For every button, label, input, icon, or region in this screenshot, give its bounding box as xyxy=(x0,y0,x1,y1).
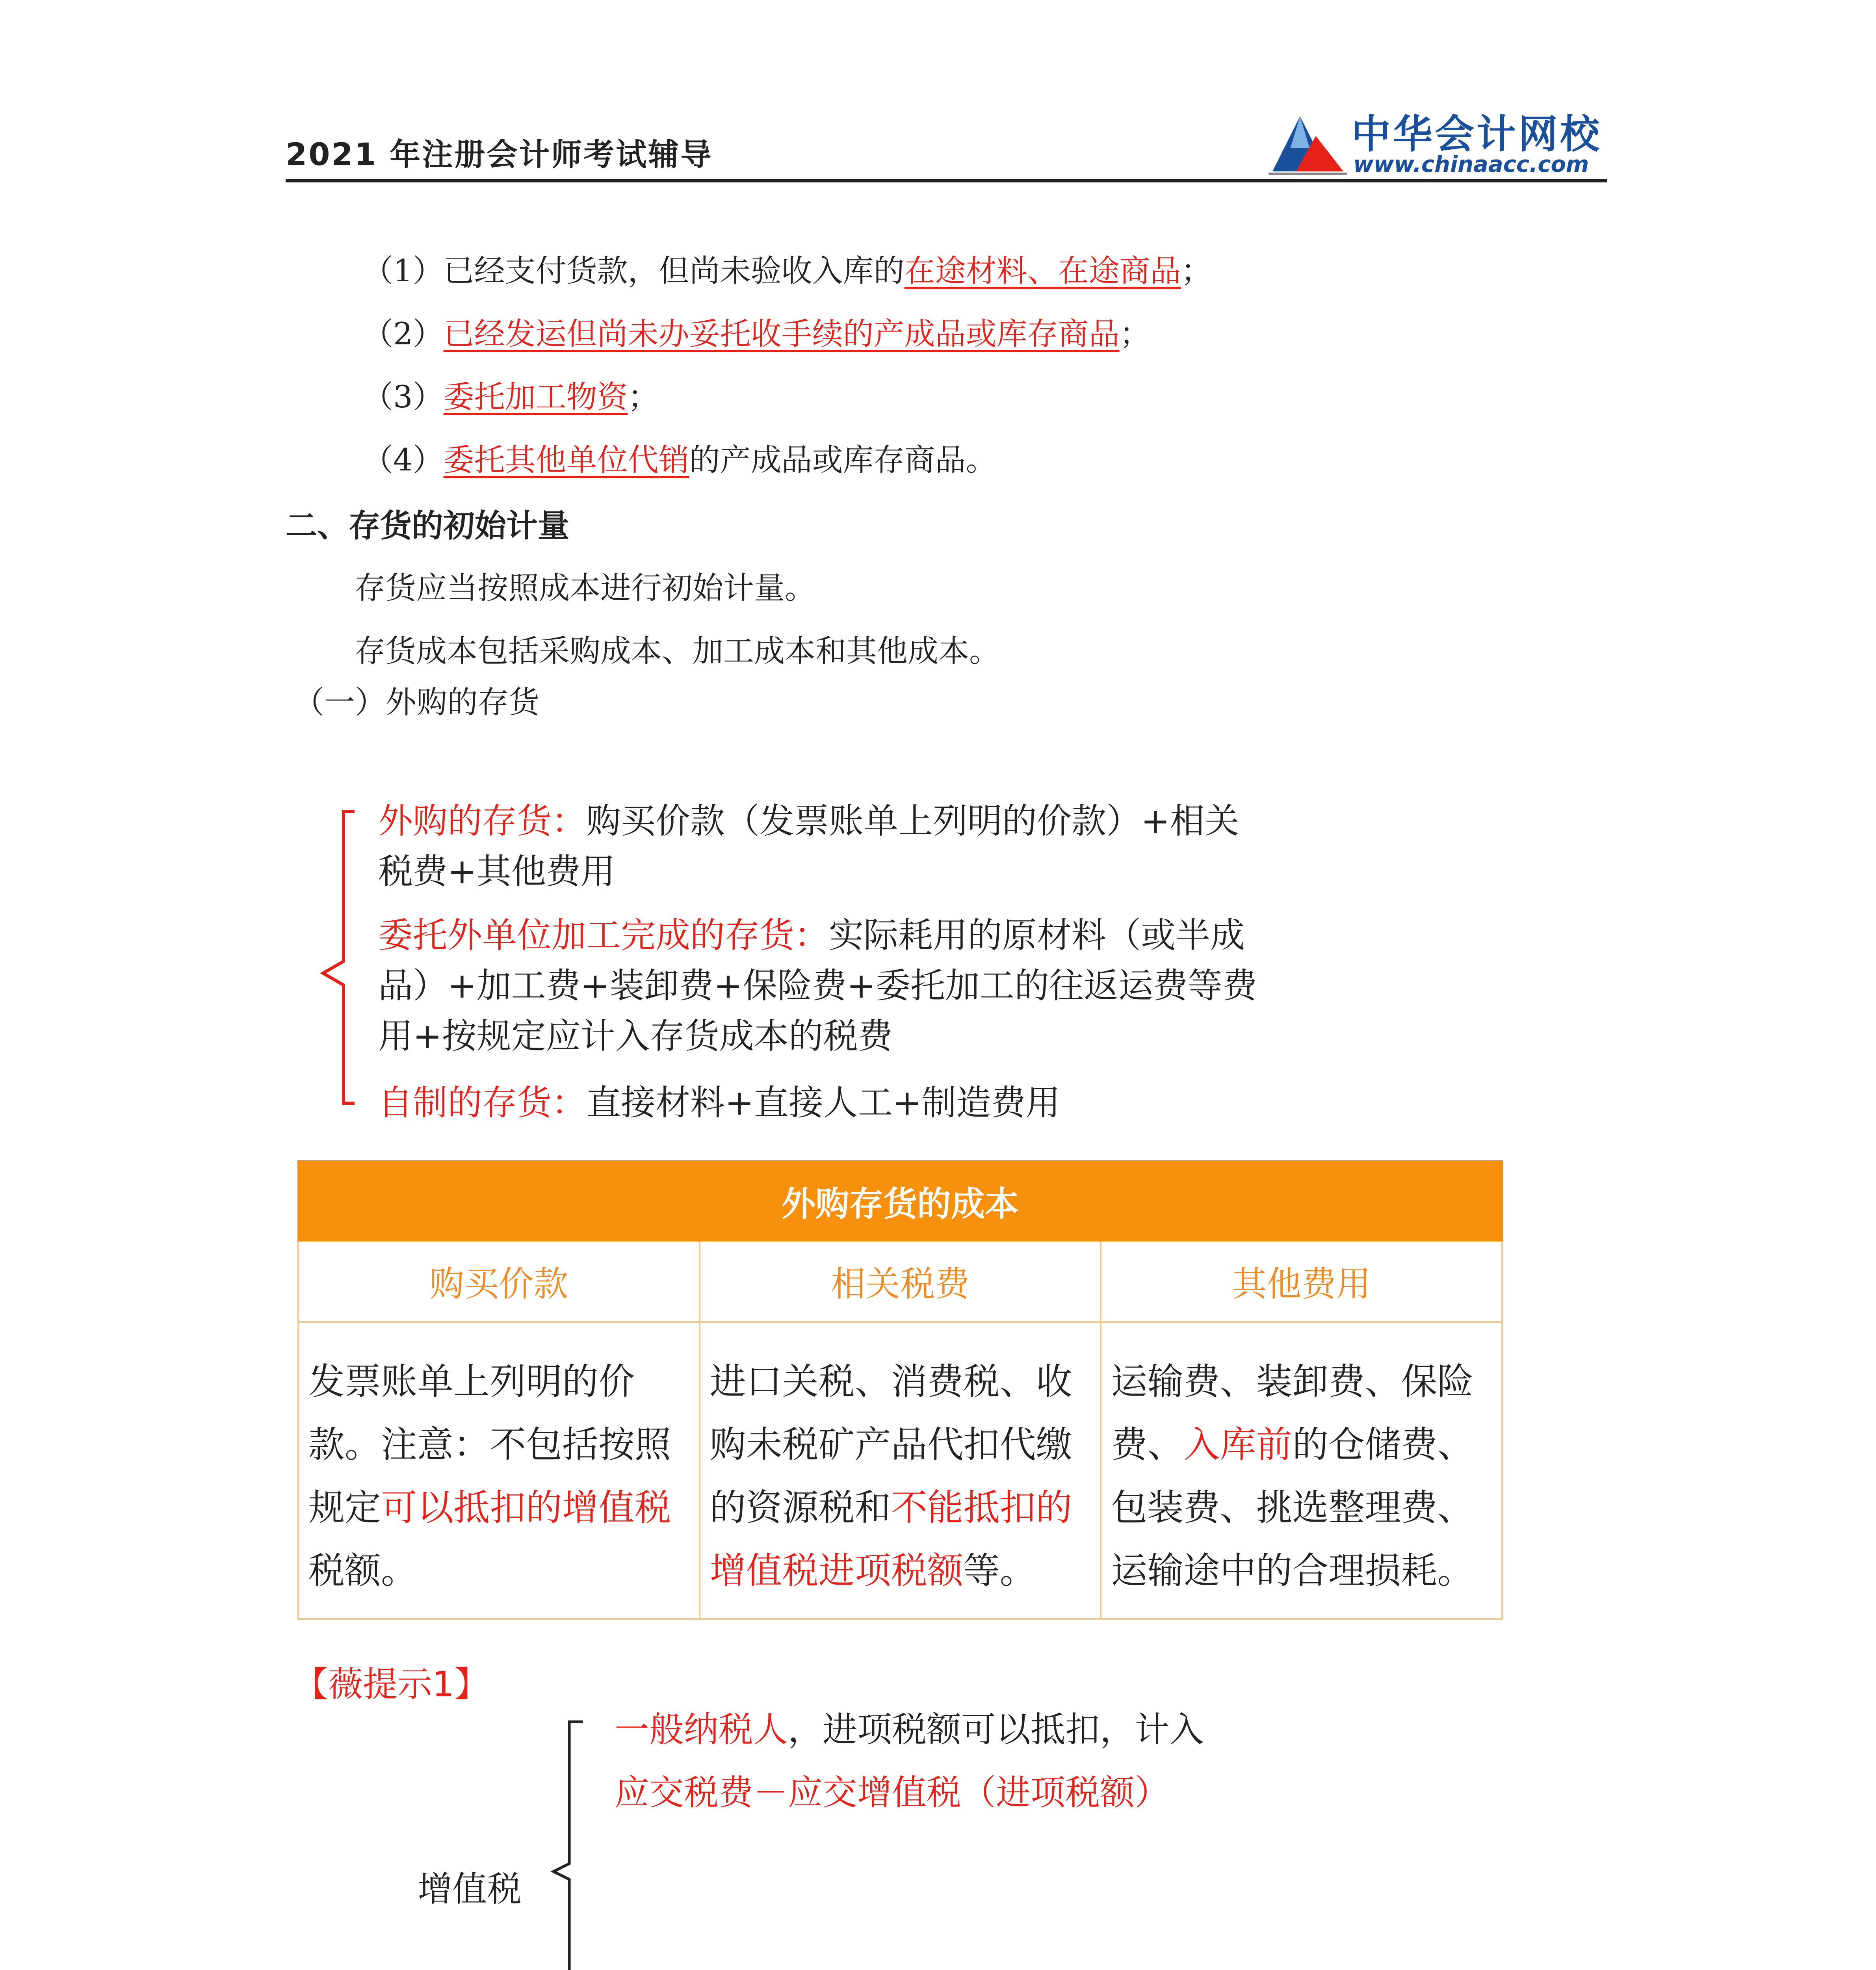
column-header: 相关税费 xyxy=(700,1241,1101,1322)
logo-url: www.chinaacc.com xyxy=(1353,152,1589,177)
vat-label: 增值税 xyxy=(418,1869,522,1909)
paragraph: 存货应当按照成本进行初始计量。 xyxy=(355,571,816,606)
bracket-item: 自制的存货：直接材料+直接人工+制造费用 xyxy=(378,1082,1061,1123)
table-cell: 运输费、装卸费、保险费、入库前的仓储费、包装费、挑选整理费、运输途中的合理损耗。 xyxy=(1101,1322,1502,1619)
bracket-item: 外购的存货：购买价款（发票账单上列明的价款）+相关税费+其他费用 xyxy=(378,801,1239,892)
general-taxpayer-line: 一般纳税人，进项税额可以抵扣，计入 xyxy=(615,1709,1204,1750)
list-item: （4）委托其他单位代销的产成品或库存商品。 xyxy=(362,442,997,478)
header-rule xyxy=(286,179,1607,182)
table-cell: 进口关税、消费税、收购未税矿产品代扣代缴的资源税和不能抵扣的增值税进项税额等。 xyxy=(700,1322,1101,1619)
cost-table xyxy=(297,1160,1503,1620)
table-row xyxy=(298,1322,1502,1619)
section-title: 二、存货的初始计量 xyxy=(286,507,569,544)
column-header: 购买价款 xyxy=(298,1241,700,1322)
left-brace-icon xyxy=(315,804,370,1119)
brace-icon xyxy=(548,1714,595,1970)
table-title: 外购存货的成本 xyxy=(298,1161,1502,1241)
list-item: （3）委托加工物资； xyxy=(362,379,659,415)
tip-title: 【薇提示1】 xyxy=(293,1664,489,1704)
subsection-title: （一）外购的存货 xyxy=(293,685,540,720)
brand-logo[interactable] xyxy=(1269,100,1623,179)
general-taxpayer-account: 应交税费－应交增值税（进项税额） xyxy=(615,1772,1170,1813)
paragraph: 存货成本包括采购成本、加工成本和其他成本。 xyxy=(355,634,1000,669)
logo-mountain-icon xyxy=(1269,104,1347,175)
bracket-item: 委托外单位加工完成的存货：实际耗用的原材料（或半成品）+加工费+装卸费+保险费+委托加工的往返运费等费用+按规定应计入存货成本的税费 xyxy=(378,915,1257,1056)
table-cell: 发票账单上列明的价款。注意：不包括按照规定可以抵扣的增值税税额。 xyxy=(298,1322,700,1619)
list-item: （1）已经支付货款，但尚未验收入库的在途材料、在途商品； xyxy=(362,253,1212,289)
logo-text: 中华会计网校 xyxy=(1351,111,1602,157)
header-title: 2021 年注册会计师考试辅导 xyxy=(286,137,713,173)
list-item: （2）已经发运但尚未办妥托收手续的产成品或库存商品； xyxy=(362,316,1150,352)
column-header: 其他费用 xyxy=(1101,1241,1502,1322)
